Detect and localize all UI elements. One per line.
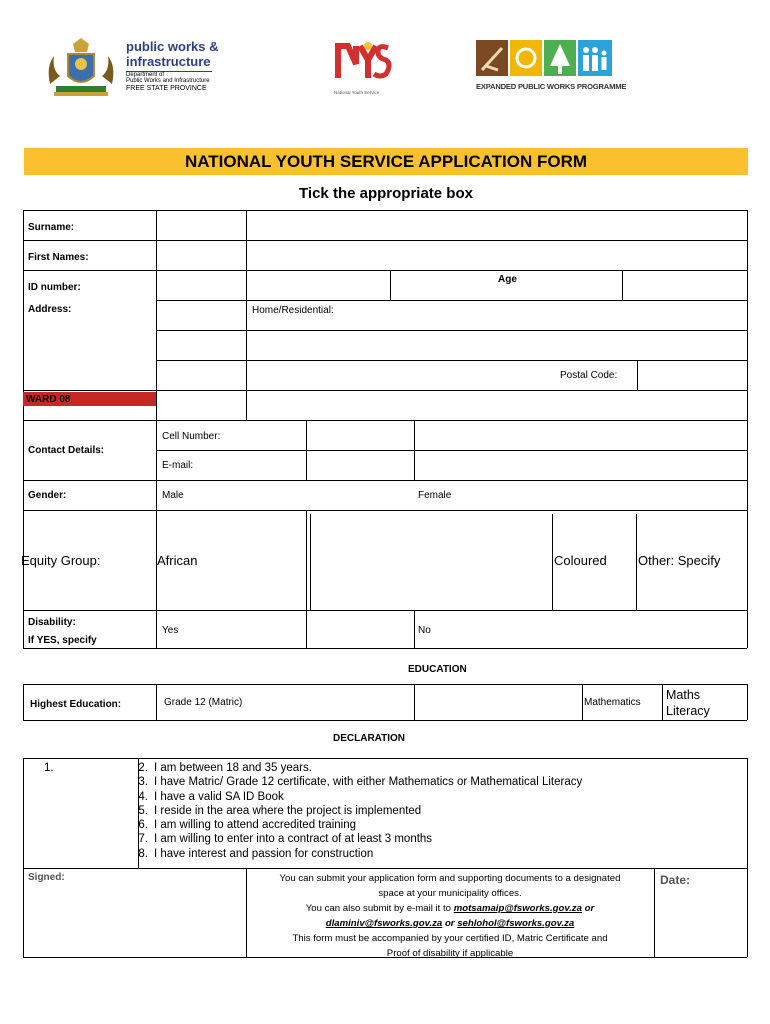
age-input[interactable] <box>623 271 747 300</box>
education-heading: EDUCATION <box>408 664 467 675</box>
note-line-6: Proof of disability if applicable <box>386 948 514 959</box>
disability-label: Disability: <box>28 617 76 628</box>
highest-education-label: Highest Education: <box>30 699 122 710</box>
id-number-label: ID number: <box>28 282 81 293</box>
equity-other-option[interactable]: Other: Specify <box>638 553 721 568</box>
gender-male-option[interactable]: Male <box>162 490 184 501</box>
dept-sub1: Department of <box>126 72 165 78</box>
declaration-item-1-number: 1. <box>44 762 54 774</box>
form-subtitle: Tick the appropriate box <box>299 185 473 202</box>
surname-input-1[interactable] <box>157 211 246 240</box>
equity-coloured-option[interactable]: Coloured <box>554 553 607 568</box>
email-link-3[interactable]: sehlohol@fsworks.gov.za <box>457 918 575 929</box>
date-label: Date: <box>660 873 691 887</box>
public-works-logo <box>40 36 220 98</box>
declaration-item: 7. I am willing to enter into a contract of at least 3 months <box>138 833 433 846</box>
note-line-2: space at your municipality offices. <box>378 888 522 899</box>
note-line-1: You can submit your application form and supporting documents to a designated <box>279 873 621 884</box>
cell-number-input[interactable] <box>415 421 747 450</box>
note-line-4: dlaminiv@fsworks.gov.za or sehlohol@fsworks.gov.za <box>325 918 575 929</box>
declaration-list <box>128 761 582 861</box>
postal-code-label: Postal Code: <box>560 370 618 381</box>
declaration-item: 4. I have a valid SA ID Book <box>138 790 284 803</box>
if-yes-specify-label: If YES, specify <box>28 635 97 646</box>
signature-field[interactable] <box>24 869 246 957</box>
signed-label: Signed: <box>28 872 65 883</box>
age-label: Age <box>498 274 517 285</box>
epwp-icons <box>476 40 612 78</box>
dept-title-line2: infrastructure <box>126 54 211 69</box>
date-field[interactable] <box>655 869 747 957</box>
maths-literacy-line1[interactable]: Maths <box>666 688 701 702</box>
gender-label: Gender: <box>28 490 67 501</box>
epwp-logo <box>476 40 627 92</box>
mathematics-option[interactable]: Mathematics <box>584 697 641 708</box>
contact-details-label: Contact Details: <box>28 445 105 456</box>
equity-african-option[interactable]: African <box>157 553 198 568</box>
form-title: NATIONAL YOUTH SERVICE APPLICATION FORM <box>184 152 588 171</box>
maths-literacy-line2[interactable]: Literacy <box>666 704 710 718</box>
surname-input-2[interactable] <box>247 211 747 240</box>
email-input[interactable] <box>415 451 747 480</box>
declaration-item: 8. I have interest and passion for construction <box>138 847 374 860</box>
first-names-label: First Names: <box>28 252 89 263</box>
declaration-item: 6. I am willing to attend accredited training <box>138 819 356 832</box>
email-link-2[interactable]: dlaminiv@fsworks.gov.za <box>325 918 443 929</box>
declaration-heading: DECLARATION <box>333 733 406 744</box>
ward-input[interactable] <box>247 391 747 420</box>
home-residential-label: Home/Residential: <box>252 305 334 316</box>
surname-label: Surname: <box>28 222 75 233</box>
email-link-1[interactable]: motsamaip@fsworks.gov.za <box>453 903 582 914</box>
nys-logo <box>326 40 398 100</box>
dept-sub3: FREE STATE PROVINCE <box>126 85 207 92</box>
submission-note <box>248 871 652 961</box>
coat-of-arms-icon <box>40 36 122 98</box>
declaration-item: 3. I have Matric/ Grade 12 certificate, with either Mathematics or Mathematical Literacy <box>138 776 583 789</box>
nys-caption: National Youth Service <box>334 90 380 95</box>
epwp-caption: EXPANDED PUBLIC WORKS PROGRAMME <box>476 82 627 91</box>
postal-code-input[interactable] <box>638 361 747 390</box>
note-line-5: This form must be accompanied by your certified ID, Matric Certificate and <box>292 933 608 944</box>
equity-group-label: Equity Group: <box>21 553 101 568</box>
cell-number-label: Cell Number: <box>162 431 221 442</box>
email-label: E-mail: <box>162 460 194 471</box>
first-names-input[interactable] <box>247 241 747 270</box>
grade-12-option[interactable]: Grade 12 (Matric) <box>164 697 243 708</box>
disability-yes-option[interactable]: Yes <box>162 625 179 636</box>
nys-mark-icon <box>334 40 392 82</box>
gender-female-option[interactable]: Female <box>418 490 452 501</box>
note-line-3: You can also submit by e-mail it to motsamaip@fsworks.gov.za or <box>305 903 595 914</box>
declaration-item: 5. I reside in the area where the project is implemented <box>138 804 422 817</box>
dept-title-line1: public works & <box>126 39 219 54</box>
disability-no-option[interactable]: No <box>418 625 431 636</box>
dept-sub2: Public Works and Infrastructure <box>126 78 210 84</box>
id-number-input[interactable] <box>157 271 390 300</box>
ward-label: WARD 08 <box>26 394 71 405</box>
address-label: Address: <box>28 304 72 315</box>
address-input-1[interactable] <box>247 331 747 360</box>
declaration-item: 2. I am between 18 and 35 years. <box>138 762 312 774</box>
